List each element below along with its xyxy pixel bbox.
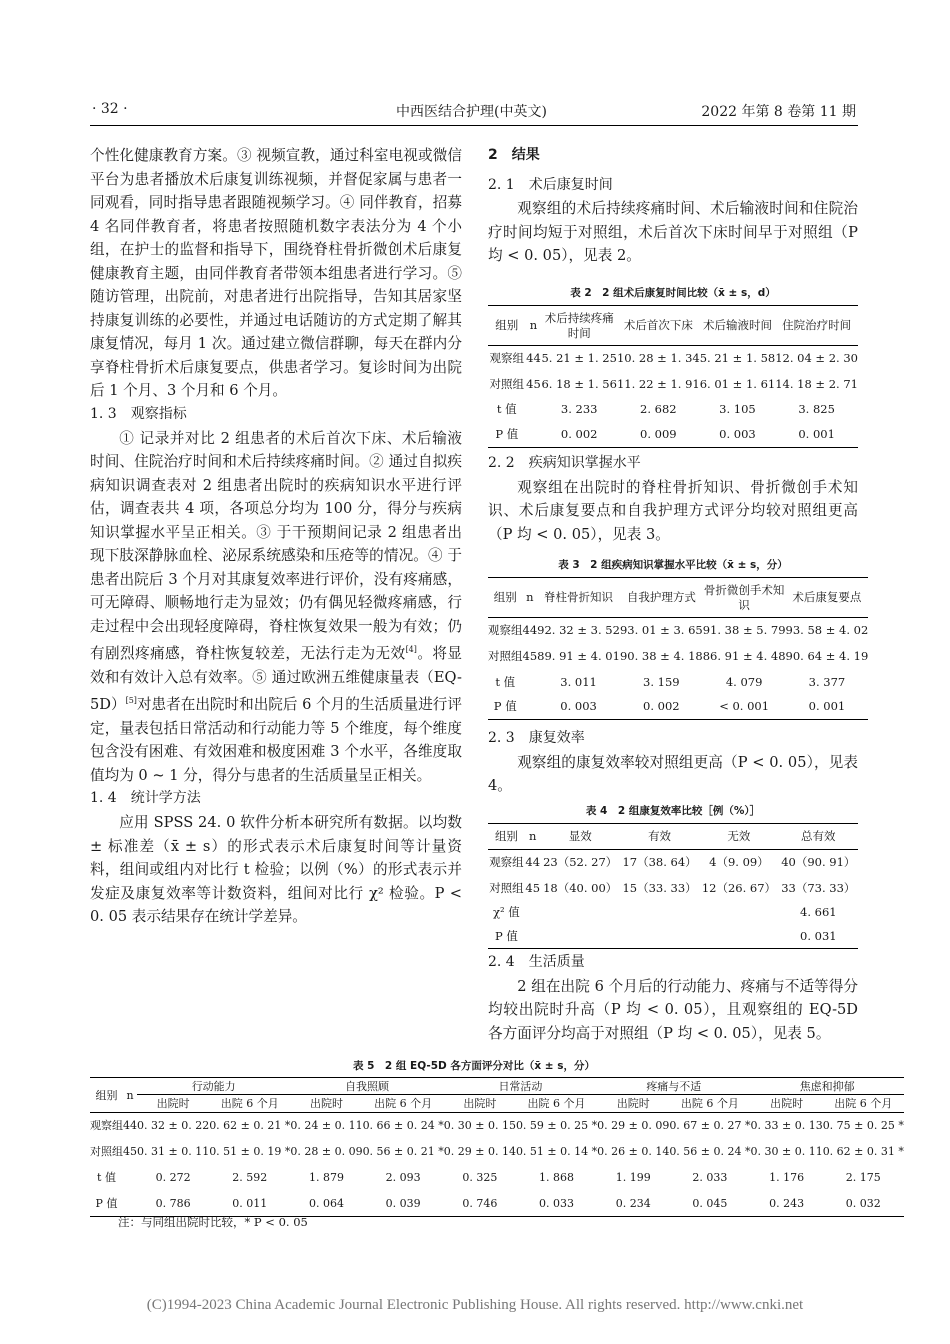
table-row: 对照组 45 18（40. 00） 15（33. 33） 12（26. 67） 33（73. 33） <box>489 880 856 895</box>
table2 <box>488 305 858 448</box>
section-1-4-heading: 1. 4 统计学方法 <box>90 790 201 807</box>
paragraph-efficiency: 观察组的康复效率较对照组更高（P < 0. 05），见表 4。 <box>488 753 858 795</box>
table-row: t 值 3. 233 2. 682 3. 105 3. 825 <box>496 401 835 416</box>
table3-caption: 表 3 2 组疾病知识掌握水平比较（x̄ ± s，分） <box>558 559 788 571</box>
section-2-heading: 2 结果 <box>488 147 540 163</box>
table3 <box>488 577 868 720</box>
paragraph-statistics: 应用 SPSS 24. 0 软件分析本研究所有数据。以均数 ± 标准差（x̄ ± s）的形式表示术后康复时间等计量资料，组间或组内对比行 t 检验；以例（%）的形式表示并发症及康复效率等计数资料，组间对比行 χ² 检验。P < 0. 05 表示结果存在统计学差异。 <box>90 814 462 926</box>
left-column <box>90 144 462 929</box>
table-row: 观察组 44 0. 32 ± 0. 22 0. 62 ± 0. 21 * 0. 24 ± 0. 11 0. 66 ± 0. 24 * 0. 30 ± 0. 15 0. 59 ± 0. 25 * 0. 29 ± 0. 09 0. 67 ± 0. 27 * 0. 33 ± 0. 13 0. 75 ± 0. 25 * <box>90 1119 904 1133</box>
table-row: 对照组 45 0. 31 ± 0. 11 0. 51 ± 0. 19 * 0. 28 ± 0. 09 0. 56 ± 0. 21 * 0. 29 ± 0. 14 0. 51 ± 0. 14 * 0. 26 ± 0. 14 0. 56 ± 0. 24 * 0. 30 ± 0. 11 0. 62 ± 0. 31 * <box>90 1145 904 1158</box>
table-row: 观察组 44 23（52. 27） 17（38. 64） 4（9. 09） 40（90. 91） <box>489 855 856 870</box>
right-column-top <box>488 144 858 268</box>
table4-header-row: 组别 n 显效 有效 无效 总有效 <box>488 824 858 850</box>
page-header <box>90 98 858 122</box>
section-2-4-heading: 2. 4 生活质量 <box>488 954 585 970</box>
table4-caption: 表 4 2 组康复效率比较［例（%）］ <box>585 805 761 817</box>
table-row: 观察组 44 92. 32 ± 3. 52 93. 01 ± 3. 65 91. 38 ± 5. 79 93. 58 ± 4. 02 <box>488 623 869 638</box>
table5-group-row: 组别 n 行动能力 自我照顾 日常活动 疼痛与不适 焦虑和抑郁 <box>90 1078 904 1095</box>
section-2-3-heading: 2. 3 康复效率 <box>488 730 585 746</box>
citation-4: [4] <box>405 645 417 655</box>
journal-name: 中西医结合护理(中英文) <box>396 104 547 120</box>
table-row: t 值 0. 272 2. 592 1. 879 2. 093 0. 325 1. 868 1. 199 2. 033 1. 176 2. 175 <box>97 1171 881 1184</box>
right-column-2-4 <box>488 951 858 1045</box>
right-column-2-2 <box>488 452 858 546</box>
table4 <box>488 823 858 949</box>
table2-header-row: 组别 n 术后持续疼痛时间 术后首次下床 术后输液时间 住院治疗时间 <box>488 306 858 346</box>
header-rule <box>90 125 858 126</box>
table-row: 对照组 45 89. 91 ± 4. 01 90. 38 ± 4. 18 86. 91 ± 4. 48 90. 64 ± 4. 19 <box>488 649 869 663</box>
section-2-1-heading: 2. 1 术后康复时间 <box>488 176 613 193</box>
copyright-footer: (C)1994-2023 China Academic Journal Electronic Publishing House. All rights reserved. http://www.cnki.net <box>146 1297 804 1313</box>
paragraph-quality-of-life: 2 组在出院 6 个月后的行动能力、疼痛与不适等得分均较出院时升高（P 均 < 0. 05），且观察组的 EQ-5D 各方面评分均高于对照组（P 均 < 0. 05），见表 5。 <box>488 977 858 1042</box>
table3-header-row: 组别 n 脊柱骨折知识 自我护理方式 骨折微创手术知识 术后康复要点 <box>488 578 868 618</box>
right-column-2-3 <box>488 727 858 798</box>
section-2-2-heading: 2. 2 疾病知识掌握水平 <box>488 455 641 471</box>
page-number: · 32 · <box>92 101 128 117</box>
section-1-3-heading: 1. 3 观察指标 <box>90 406 187 423</box>
table5-note: 注：与同组出院时比较，* P < 0. 05 <box>118 1215 308 1229</box>
paragraph-intervention: 个性化健康教育方案。③ 视频宣教，通过科室电视或微信平台为患者播放术后康复训练视频，并督促家属与患者一同观看，同时指导患者跟随视频学习。④ 同伴教育，招募 4 名同伴教育者，将患者按照随机数字表法分为 4 个小组，在护士的监督和指导下，围绕脊柱骨折微创术后康复健康教育主题，由同伴教育者带领本组患者进行学习。⑤ 随访管理，出院前，对患者进行出院指导，告知其居家坚持康复训练的必要性，并通过电话随访的方式定期了解其康复情况，每月 1 次。通过建立微信群聊，每天在群内分享脊柱骨折术后康复要点，供患者学习。复诊时间为出院后 1 个月、3 个月和 6 个月。 <box>90 147 462 400</box>
issue-info: 2022 年第 8 卷第 11 期 <box>701 104 856 120</box>
paragraph-recovery-time: 观察组的术后持续疼痛时间、术后输液时间和住院治疗时间均短于对照组，术后首次下床时间早于对照组（P 均 < 0. 05），见表 2。 <box>488 200 858 265</box>
table5-sub-row: 出院时 出院 6 个月 出院时 出院 6 个月 出院时 出院 6 个月 出院时 出院 6 个月 出院时 出院 6 个月 <box>90 1095 904 1113</box>
table-row: P 值 0. 786 0. 011 0. 064 0. 039 0. 746 0. 033 0. 234 0. 045 0. 243 0. 032 <box>90 1191 904 1217</box>
table5 <box>90 1077 904 1217</box>
table-row: 观察组 44 5. 21 ± 1. 25 10. 28 ± 1. 34 5. 21 ± 1. 58 12. 04 ± 2. 30 <box>489 351 858 366</box>
paragraph-indicators: ① 记录并对比 2 组患者的术后首次下床、术后输液时间、住院治疗时间和术后持续疼痛时间。② 通过自拟疾病知识调查表对 2 组患者出院时的疾病知识水平进行评估，调查表共 4 项，各项总分均为 100 分，得分与疾病知识掌握水平呈正相关。③ 于干预期间记录 2 组患者出现下肢深静脉血栓、泌尿系统感染和压疮等的情况。④ 于患者出院后 3 个月对其康复效率进行评价，没有疼痛感，可无障碍、顺畅地行走为显效；仍有偶见轻微疼痛感，行走过程中会出现轻度障碍，脊柱恢复效果一般为有效；仍有剧烈疼痛感，脊柱恢复较差，无法行走为无效[4]。将显效和有效计入总有效率。⑤ 通过欧洲五维健康量表（EQ-5D）[5]对患者在出院时和出院后 6 个月的生活质量进行评定，量表包括日常活动和行动能力等 5 个维度，每个维度包含没有困难、有效困难和极度困难 3 个水平，各维度取值均为 0 ~ 1 分，得分与患者的生活质量呈正相关。 <box>90 429 462 784</box>
table-row: 对照组 45 6. 18 ± 1. 56 11. 22 ± 1. 91 6. 01 ± 1. 61 14. 18 ± 2. 71 <box>489 376 858 391</box>
table-row: P 值 0. 002 0. 009 0. 003 0. 001 <box>488 422 858 448</box>
paragraph-knowledge: 观察组在出院时的脊柱骨折知识、骨折微创手术知识、术后康复要点和自我护理方式评分均较对照组更高（P 均 < 0. 05），见表 3。 <box>488 478 858 543</box>
table-row: P 值 0. 003 0. 002 < 0. 001 0. 001 <box>488 695 868 720</box>
citation-5: [5] <box>125 696 137 706</box>
table2-caption: 表 2 2 组术后康复时间比较（x̄ ± s，d） <box>570 287 776 299</box>
table5-caption: 表 5 2 组 EQ-5D 各方面评分对比（x̄ ± s，分） <box>352 1060 596 1072</box>
table-row: t 值 3. 011 3. 159 4. 079 3. 377 <box>495 674 846 689</box>
table-row: P 值 0. 031 <box>488 925 858 949</box>
table-row: χ² 值 4. 661 <box>493 905 837 919</box>
